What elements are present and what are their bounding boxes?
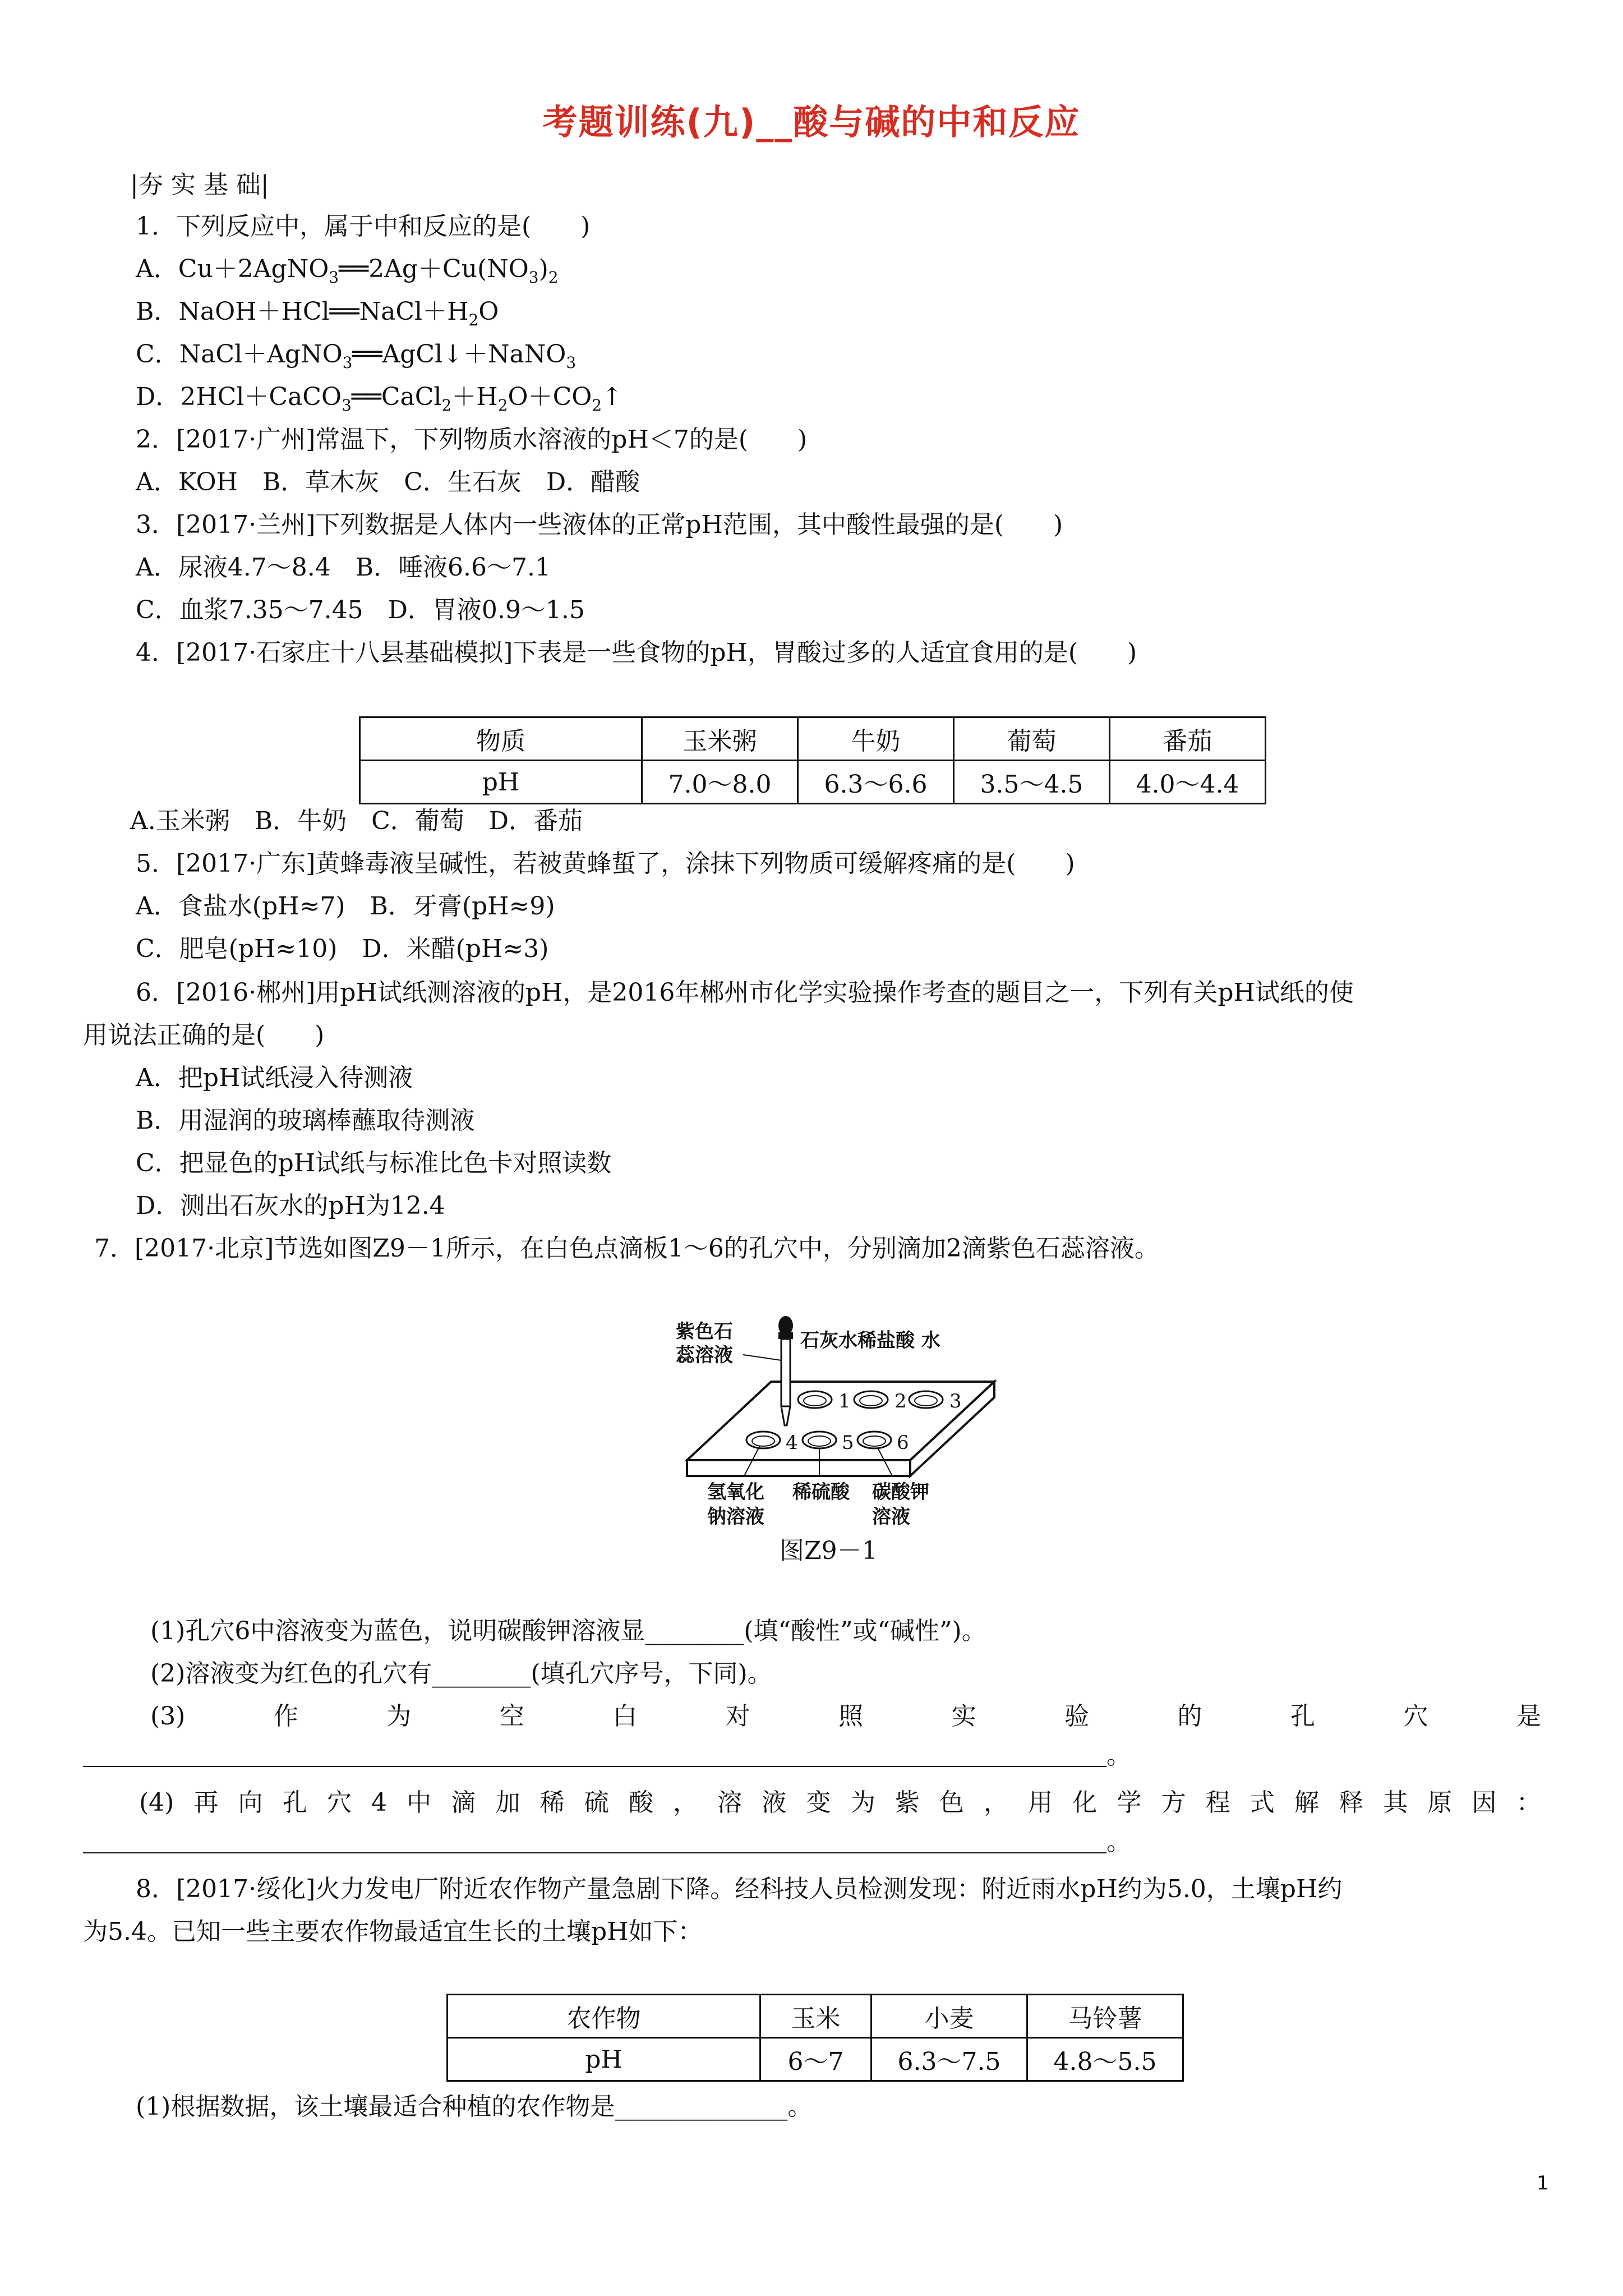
spot-plate-front: [687, 1460, 910, 1476]
table-cell: 3.5～4.5: [954, 761, 1110, 804]
table-row: [448, 1995, 1183, 2038]
answer-blank: [83, 1743, 1106, 1767]
spot-plate-figure: [676, 1315, 1001, 1534]
table-cell: 马铃薯: [1027, 1995, 1183, 2038]
table-row: [360, 717, 1266, 761]
q7-part-3-blank: 。: [83, 1740, 1131, 1772]
q6-stem-line1: 6．[2016·郴州]用pH试纸测溶液的pH，是2016年郴州市化学实验操作考查的题目之一，下列有关pH试纸的使: [136, 978, 1354, 1007]
table-cell: 4.0～4.4: [1110, 761, 1266, 804]
q1-option-b: B．$NaOH+HCl══NaCl+H_2O$: [136, 297, 499, 329]
q8-stem-line1: 8．[2017·绥化]火力发电厂附近农作物产量急剧下降。经科技人员检测发现：附近雨水pH约为5.0，土壤pH约: [136, 1875, 1343, 1903]
table-cell: 农作物: [448, 1995, 760, 2038]
well-number-3: 3: [949, 1390, 962, 1412]
page-title: 考题训练(九)__酸与碱的中和反应: [542, 102, 1081, 142]
q5-options-1: A．食盐水(pH≈7) B．牙膏(pH≈9): [136, 892, 555, 921]
top-reagent-labels: 石灰水稀盐酸 水: [800, 1329, 940, 1352]
table-cell: 小麦: [872, 1995, 1027, 2038]
bottom-label-h2so4: 稀硫酸: [792, 1481, 850, 1503]
q7-part-1: (1)孔穴6中溶液变为蓝色，说明碳酸钾溶液显________(填“酸性”或“碱性”)。: [150, 1617, 986, 1645]
table-cell: pH: [448, 2038, 760, 2081]
q7-part-4-blank: 。: [83, 1826, 1131, 1858]
bottom-label-naoh-2: 钠溶液: [707, 1506, 764, 1528]
dropper-label-2: 蕊溶液: [676, 1344, 733, 1366]
dropper-label-1: 紫色石: [676, 1320, 733, 1343]
q7-part-3: (3) 作 为 空 白 对 照 实 验 的 孔 穴 是: [150, 1702, 1541, 1731]
q1-stem: 1．下列反应中，属于中和反应的是( ): [136, 212, 591, 241]
well-number-1: 1: [838, 1390, 851, 1412]
bottom-label-naoh-1: 氢氧化: [707, 1481, 764, 1503]
q8-stem-line2: 为5.4。已知一些主要农作物最适宜生长的土壤pH如下：: [83, 1917, 703, 1946]
table-cell: pH: [360, 761, 642, 804]
section-heading: |夯 实 基 础|: [130, 171, 269, 199]
table-cell: 6～7: [760, 2038, 872, 2081]
table-row: [360, 761, 1266, 804]
table-cell: 番茄: [1110, 717, 1266, 761]
bottom-label-k2co3-2: 溶液: [872, 1506, 910, 1528]
q3-options-2: C．血浆7.35～7.45 D．胃液0.9～1.5: [136, 596, 585, 624]
q4-stem: 4．[2017·石家庄十八县基础模拟]下表是一些食物的pH，胃酸过多的人适宜食用的是( ): [136, 638, 1137, 667]
crop-ph-table: [446, 1994, 1184, 2082]
table-cell: 物质: [360, 717, 642, 761]
answer-blank: [83, 1830, 1106, 1853]
q7-stem: 7．[2017·北京]节选如图Z9－1所示，在白色点滴板1～6的孔穴中，分别滴加2滴紫色石蕊溶液。: [94, 1234, 1159, 1263]
q1-option-a: A．$Cu+2AgNO_3══2Ag+Cu(NO_3)_2$: [136, 255, 559, 287]
q7-part-4: (4) 再 向 孔 穴 4 中 滴 加 稀 硫 酸 ， 溶 液 变 为 紫 色 ， 用 化 学 方 程 式 解 释 其 原 因 ：: [139, 1788, 1541, 1817]
q3-options-1: A．尿液4.7～8.4 B．唾液6.6～7.1: [136, 553, 551, 582]
q6-option-b: B．用湿润的玻璃棒蘸取待测液: [136, 1106, 475, 1135]
table-cell: 玉米粥: [642, 717, 798, 761]
table-cell: 葡萄: [954, 717, 1110, 761]
q6-option-d: D．测出石灰水的pH为12.4: [136, 1191, 445, 1220]
bottom-label-k2co3-1: 碳酸钾: [872, 1481, 929, 1503]
table-cell: 6.3～6.6: [798, 761, 954, 804]
q5-options-2: C．肥皂(pH≈10) D．米醋(pH≈3): [136, 935, 549, 963]
well-number-5: 5: [842, 1432, 854, 1454]
figure-caption: 图Z9－1: [780, 1536, 878, 1565]
table-cell: 7.0～8.0: [642, 761, 798, 804]
page-number: 1: [1537, 2172, 1549, 2194]
q6-stem-line2: 用说法正确的是( ): [83, 1021, 325, 1050]
q3-stem: 3．[2017·兰州]下列数据是人体内一些液体的正常pH范围，其中酸性最强的是( ): [136, 510, 1063, 539]
table-cell: 4.8～5.5: [1027, 2038, 1183, 2081]
table-cell: 6.3～7.5: [872, 2038, 1027, 2081]
well-number-6: 6: [897, 1432, 909, 1454]
q6-option-c: C．把显色的pH试纸与标准比色卡对照读数: [136, 1149, 612, 1177]
q5-stem: 5．[2017·广东]黄蜂毒液呈碱性，若被黄蜂蜇了，涂抹下列物质可缓解疼痛的是( ): [136, 849, 1075, 878]
table-cell: 玉米: [760, 1995, 872, 2038]
q7-part-2: (2)溶液变为红色的孔穴有________(填孔穴序号，下同)。: [150, 1659, 772, 1688]
well-number-2: 2: [895, 1390, 907, 1412]
well-number-4: 4: [786, 1432, 798, 1454]
q1-option-d: D．$2HCl+CaCO_3══CaCl_2+H_2O+CO_2↑$: [136, 383, 623, 415]
q4-options: A.玉米粥 B．牛奶 C．葡萄 D．番茄: [130, 807, 583, 835]
q2-options: A．KOH B．草木灰 C．生石灰 D．醋酸: [136, 468, 640, 496]
q1-option-c: C．NaCl＋AgNO$_3$══AgCl↓＋NaNO$_3$: [136, 340, 577, 372]
table-row: [448, 2038, 1183, 2081]
q2-stem: 2．[2017·广州]常温下，下列物质水溶液的pH＜7的是( ): [136, 425, 808, 454]
food-ph-table: [359, 716, 1266, 804]
leader-line: [743, 1355, 781, 1360]
table-cell: 牛奶: [798, 717, 954, 761]
q6-option-a: A．把pH试纸浸入待测液: [136, 1064, 413, 1092]
q8-part-1: (1)根据数据，该土壤最适合种植的农作物是______________。: [136, 2092, 813, 2121]
